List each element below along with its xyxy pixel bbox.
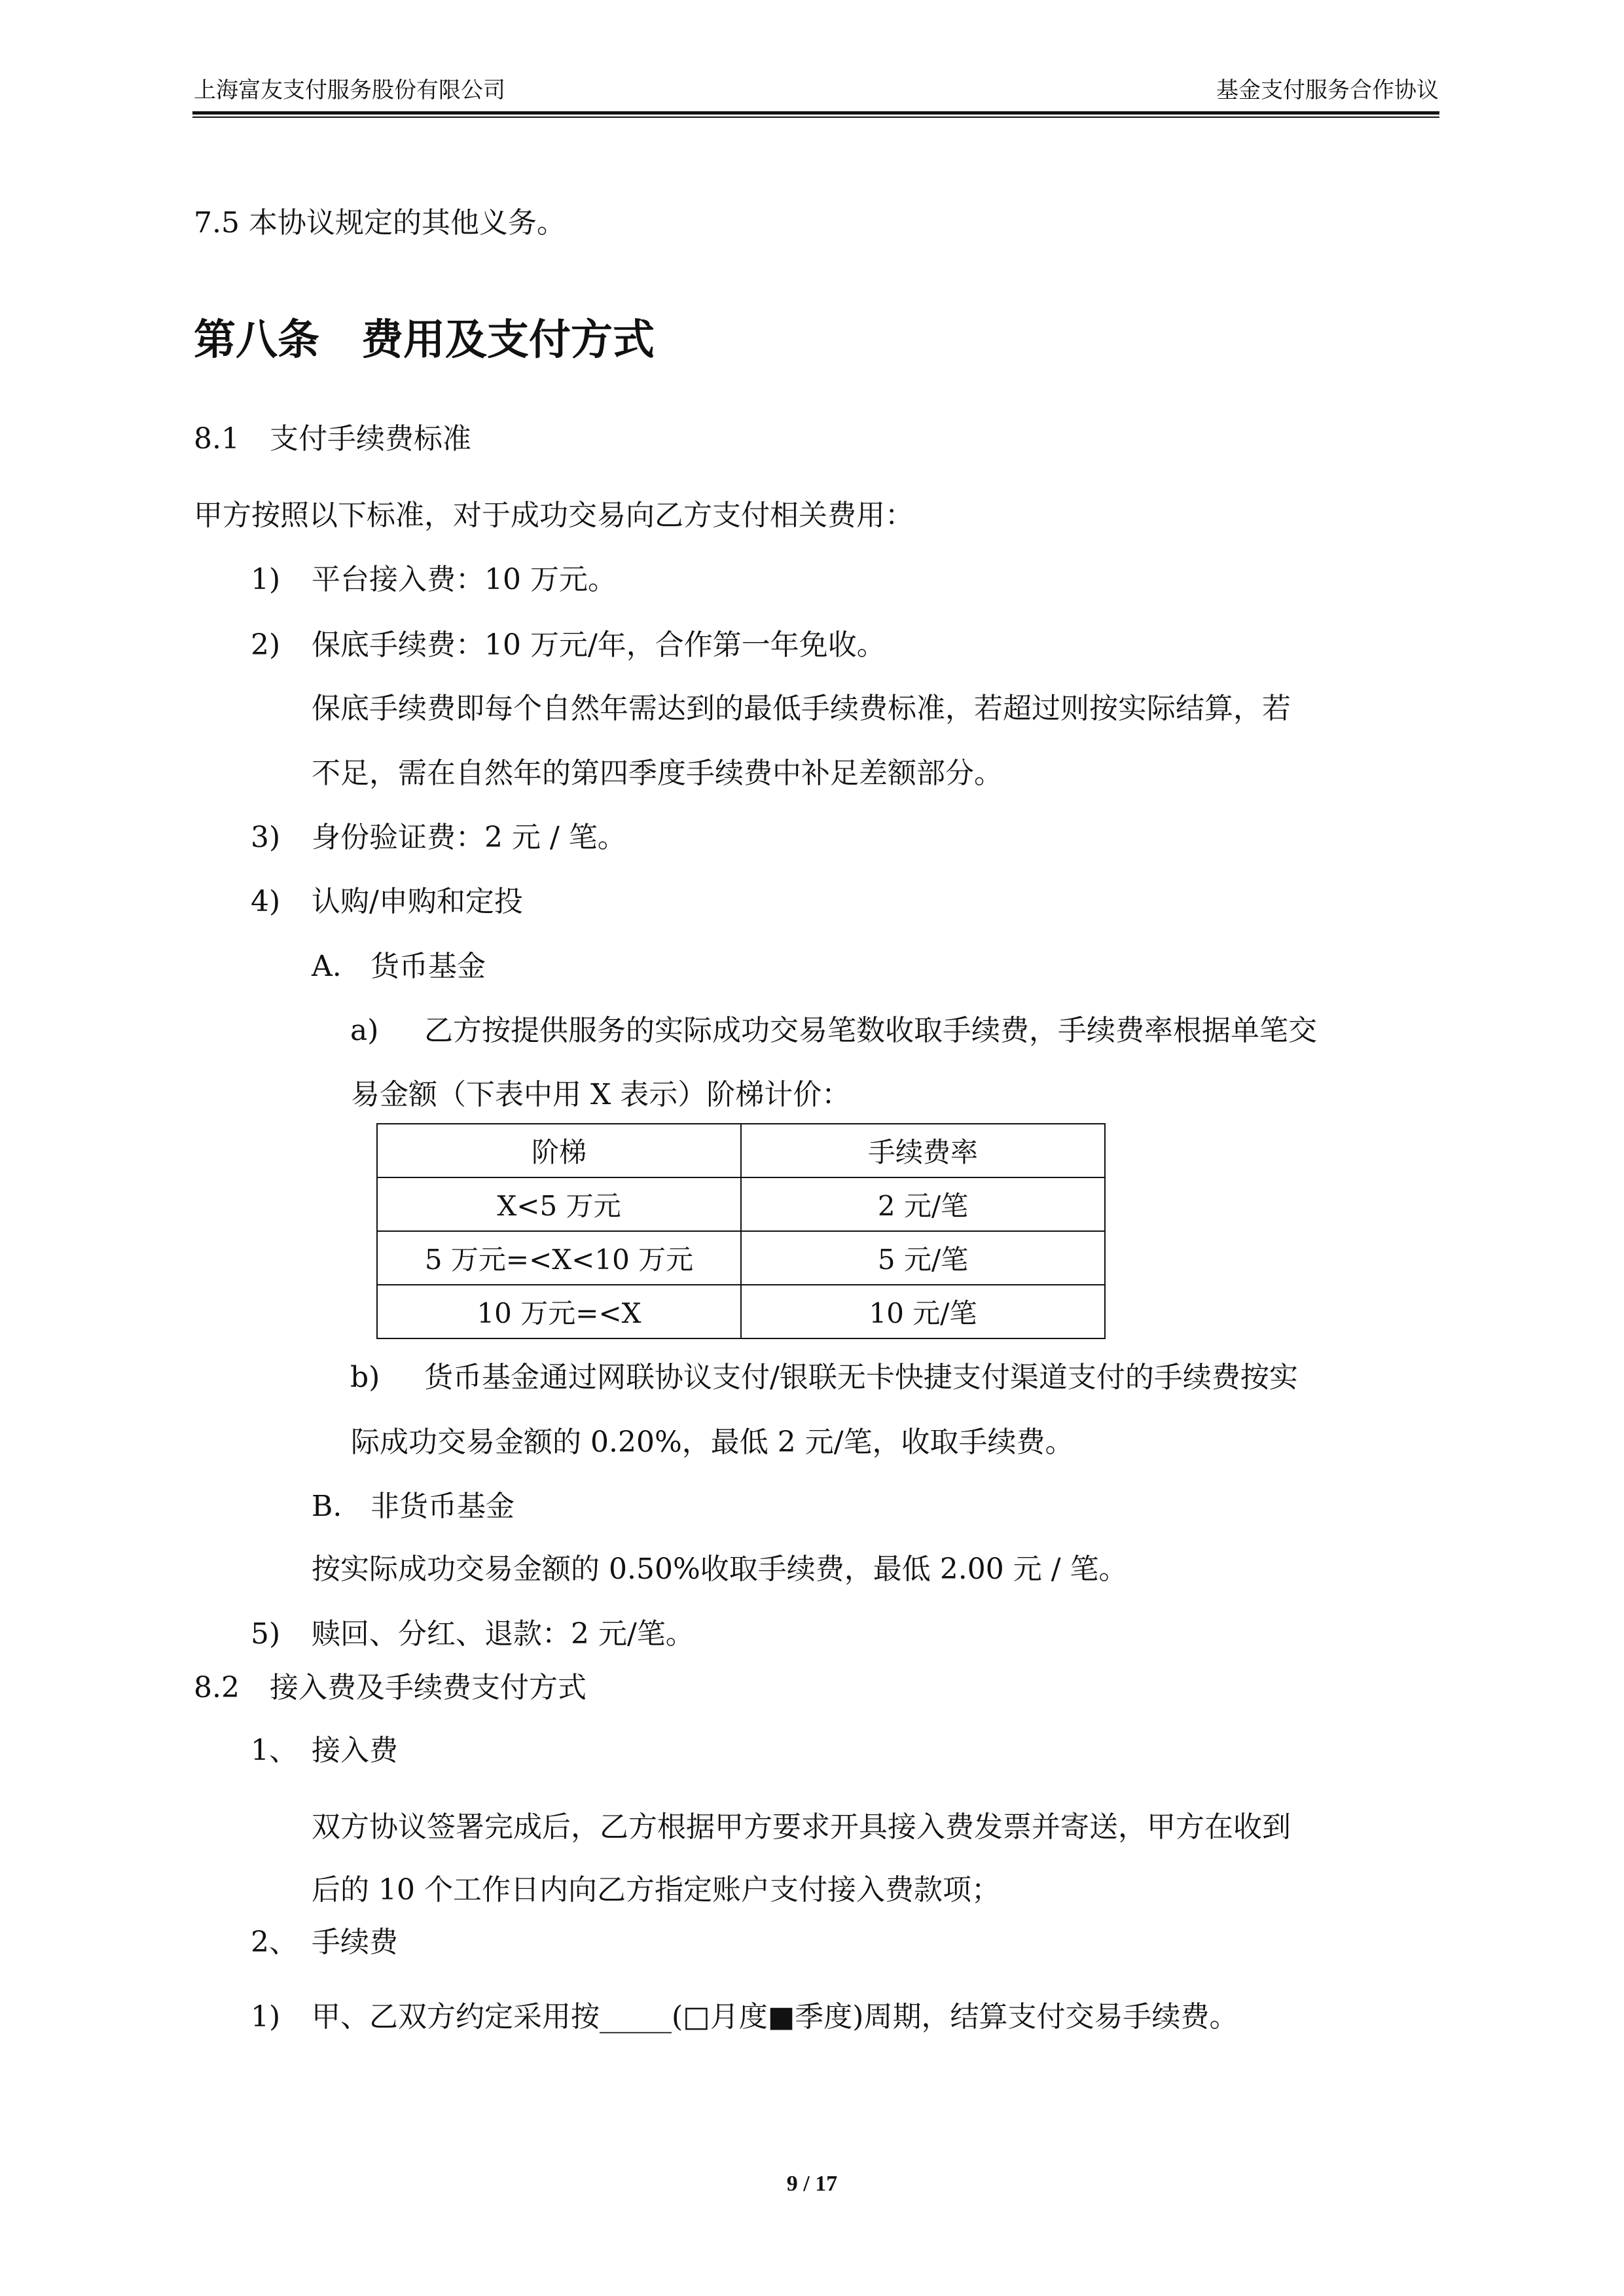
item-2-number: 2) (251, 628, 281, 662)
sub-b-desc: 按实际成功交易金额的 0.50%收取手续费，最低 2.00 元 / 笔。 (312, 1552, 1128, 1586)
clause-7-5: 7.5 本协议规定的其他义务。 (194, 206, 566, 240)
header-rule-thin (192, 117, 1439, 118)
sub-a-b-line2: 际成功交易金额的 0.20%，最低 2 元/笔，收取手续费。 (351, 1426, 1074, 1459)
sub-b-title: 非货币基金 (370, 1490, 514, 1523)
sub-a-a-label: a) (350, 1014, 379, 1047)
clause-8-2-1-number: 1、 (251, 1734, 298, 1767)
table-cell-tier: 5 万元=<X<10 万元 (377, 1231, 741, 1285)
clause-8-1-number: 8.1 (194, 422, 240, 456)
table-row (377, 1177, 1105, 1231)
clause-8-2-2-number: 2、 (251, 1926, 298, 1959)
page-number: 9 / 17 (786, 2172, 838, 2196)
table-row (377, 1231, 1105, 1285)
clause-8-2-1-line1: 双方协议签署完成后，乙方根据甲方要求开具接入费发票并寄送，甲方在收到 (312, 1810, 1291, 1844)
item-2-text: 保底手续费：10 万元/年，合作第一年免收。 (312, 628, 886, 662)
section-heading: 第八条 费用及支付方式 (194, 316, 655, 365)
sub-a-label: A. (312, 950, 342, 983)
item-4-number: 4) (251, 885, 281, 918)
header-company: 上海富友支付服务股份有限公司 (194, 77, 505, 103)
table-row (377, 1285, 1105, 1338)
clause-8-1-title: 支付手续费标准 (270, 422, 471, 456)
table-cell-tier: 10 万元=<X (377, 1285, 741, 1338)
table-cell-rate: 5 元/笔 (741, 1231, 1105, 1285)
item-1-text: 平台接入费：10 万元。 (312, 563, 617, 596)
header-rule-thick (192, 111, 1439, 115)
sub-a-b-label: b) (350, 1361, 380, 1394)
item-3-text: 身份验证费：2 元 / 笔。 (312, 821, 626, 854)
item-5-number: 5) (251, 1617, 281, 1651)
item-4-text: 认购/申购和定投 (312, 885, 523, 918)
item-5-text: 赎回、分红、退款：2 元/笔。 (312, 1617, 695, 1651)
clause-8-2-2-title: 手续费 (312, 1926, 398, 1959)
sub-a-a-line2: 易金额（下表中用 X 表示）阶梯计价： (351, 1078, 851, 1111)
sub-a-a-line1: 乙方按提供服务的实际成功交易笔数收取手续费，手续费率根据单笔交 (424, 1014, 1317, 1047)
table-header-row (377, 1124, 1105, 1177)
item-1-number: 1) (251, 563, 281, 596)
item-2-desc-line1: 保底手续费即每个自然年需达到的最低手续费标准，若超过则按实际结算，若 (312, 692, 1291, 725)
clause-8-2-number: 8.2 (194, 1671, 240, 1704)
item-2-desc-line2: 不足，需在自然年的第四季度手续费中补足差额部分。 (312, 757, 1003, 790)
settlement-item-text: 甲、乙双方约定采用按_____(□月度■季度)周期，结算支付交易手续费。 (312, 2000, 1238, 2034)
table-cell-rate: 2 元/笔 (741, 1177, 1105, 1231)
clause-8-2-1-line2: 后的 10 个工作日内向乙方指定账户支付接入费款项； (312, 1873, 1000, 1907)
clause-8-2-1-title: 接入费 (312, 1734, 398, 1767)
sub-a-title: 货币基金 (370, 950, 486, 983)
item-3-number: 3) (251, 821, 281, 854)
sub-b-label: B. (312, 1490, 342, 1523)
fee-tier-table (376, 1123, 1106, 1339)
table-header-tier: 阶梯 (377, 1124, 741, 1177)
intro-paragraph: 甲方按照以下标准，对于成功交易向乙方支付相关费用： (194, 499, 914, 532)
table-cell-tier: X<5 万元 (377, 1177, 741, 1231)
sub-a-b-line1: 货币基金通过网联协议支付/银联无卡快捷支付渠道支付的手续费按实 (424, 1361, 1298, 1394)
table-cell-rate: 10 元/笔 (741, 1285, 1105, 1338)
clause-8-2-title: 接入费及手续费支付方式 (270, 1671, 586, 1704)
table-header-rate: 手续费率 (741, 1124, 1105, 1177)
header-doc-title: 基金支付服务合作协议 (1216, 77, 1439, 103)
settlement-item-number: 1) (251, 2000, 281, 2034)
